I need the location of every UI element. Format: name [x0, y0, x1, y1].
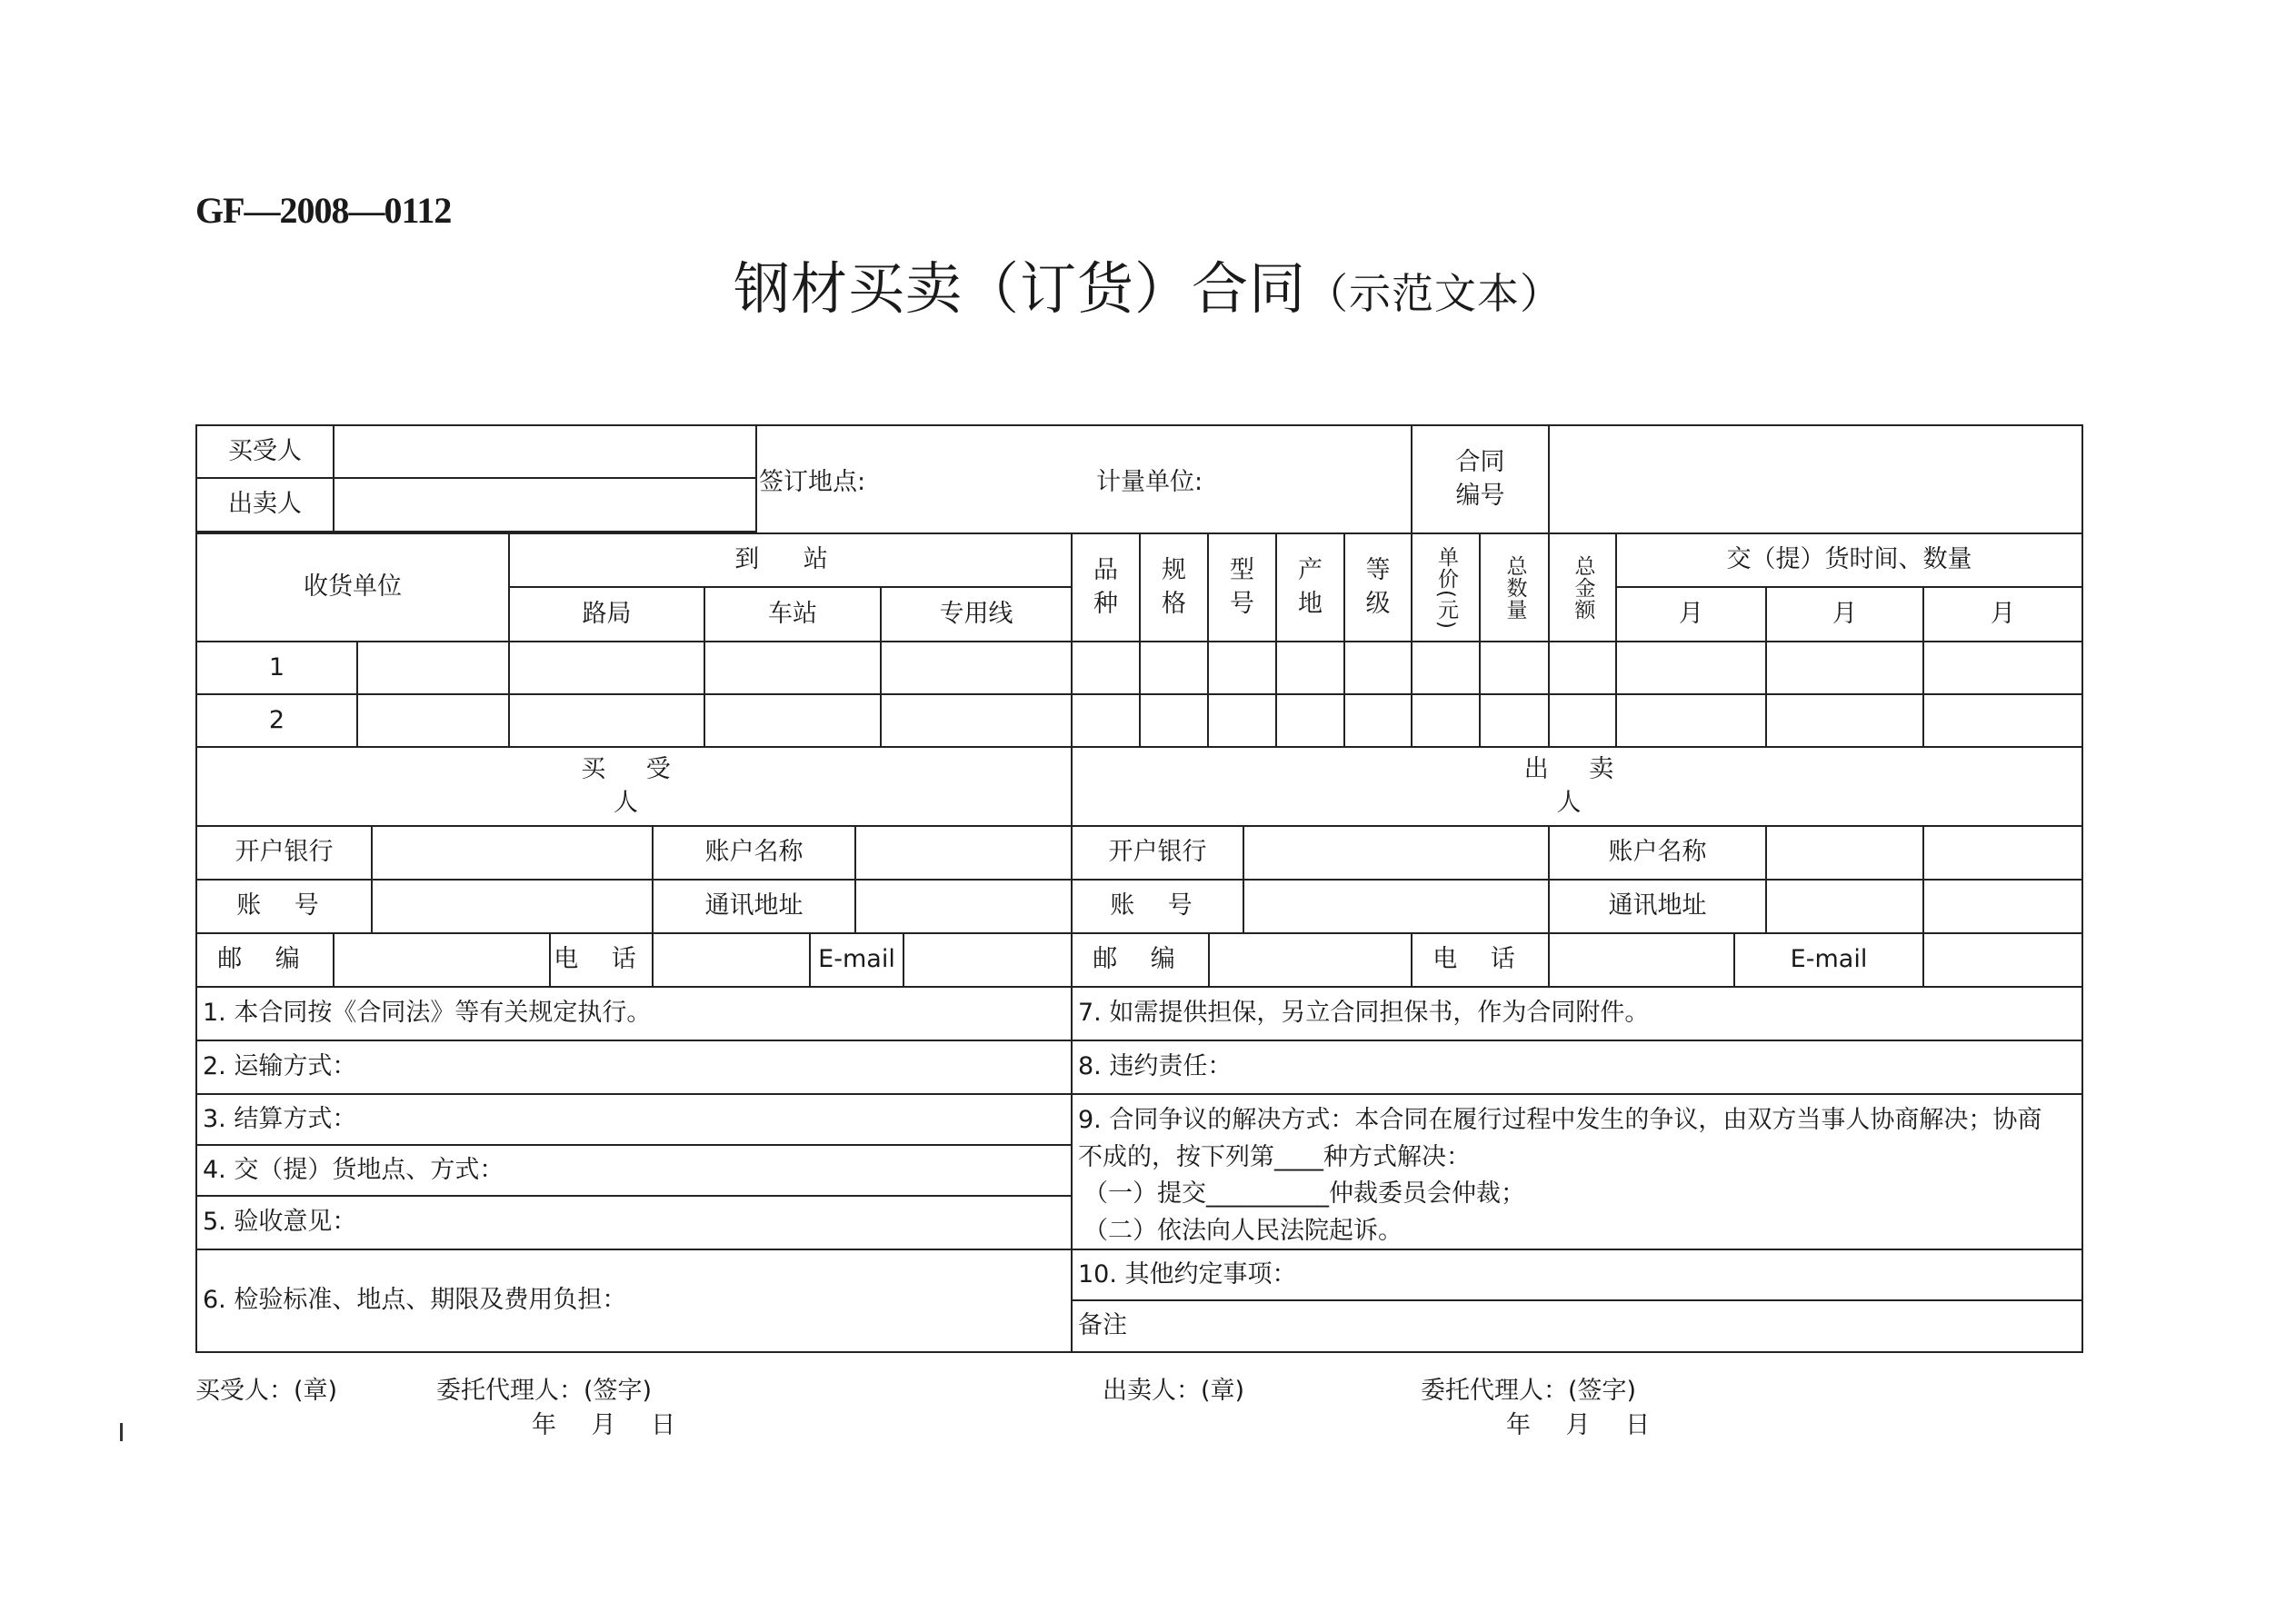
variety-label: 品 种 [1071, 532, 1141, 642]
unit-price-text: 单价(元) [1434, 545, 1459, 630]
buyer-address-field[interactable] [854, 879, 1073, 934]
station-label: 车站 [704, 586, 882, 642]
buyer-account-no-label: 账 号 [195, 879, 373, 934]
seller-header-text: 出 卖 人 [1523, 755, 1631, 817]
goods-row-cell[interactable] [1411, 641, 1481, 695]
grade-label: 等 级 [1343, 532, 1413, 642]
goods-row-cell[interactable] [356, 641, 510, 695]
buyer-bank-label: 开户银行 [195, 825, 373, 881]
goods-row-cell[interactable] [1071, 641, 1141, 695]
seller-phone-label: 电 话 [1411, 932, 1550, 988]
goods-row-cell[interactable] [508, 641, 705, 695]
goods-row-cell[interactable] [704, 641, 882, 695]
seller-address-field[interactable] [1765, 879, 1924, 934]
railway-bureau-label: 路局 [508, 586, 705, 642]
seller-bank-field[interactable] [1243, 825, 1550, 881]
seller-agent-label: 委托代理人：(签字) [1421, 1377, 1637, 1405]
seller-account-name-field[interactable] [1765, 825, 1924, 881]
model-label: 型 号 [1207, 532, 1277, 642]
seller-account-name-label: 账户名称 [1548, 825, 1767, 881]
document-code: GF—2008—0112 [195, 190, 452, 231]
goods-row-cell[interactable] [1922, 693, 2083, 748]
goods-row-cell[interactable] [1411, 693, 1481, 748]
buyer-phone-field[interactable] [652, 932, 811, 988]
seller-postcode-label: 邮 编 [1071, 932, 1210, 988]
term-6-inspection[interactable]: 6. 检验标准、地点、期限及费用负担： [195, 1249, 1073, 1353]
top-border-line [755, 424, 1413, 426]
goods-row-cell[interactable] [1207, 641, 1277, 695]
buyer-account-name-field[interactable] [854, 825, 1073, 881]
goods-row-cell[interactable] [1275, 641, 1345, 695]
seller-account-no-field[interactable] [1243, 879, 1550, 934]
buyer-address-label: 通讯地址 [652, 879, 856, 934]
seller-address-label: 通讯地址 [1548, 879, 1767, 934]
goods-row-number: 2 [195, 693, 358, 748]
seller-seal-label: 出卖人：(章) [1103, 1377, 1245, 1405]
receiver-label: 收货单位 [195, 532, 510, 642]
goods-row-number: 1 [195, 641, 358, 695]
month-label-1: 月 [1615, 586, 1767, 642]
buyer-agent-label: 委托代理人：(签字) [436, 1377, 653, 1405]
goods-row-cell[interactable] [356, 693, 510, 748]
total-quantity-label [1479, 532, 1550, 642]
term-9-line1: 9. 合同争议的解决方式：本合同在履行过程中发生的争议，由双方当事人协商解决；协商 [1078, 1106, 2042, 1134]
seller-email-label: E-mail [1733, 932, 1924, 988]
month-label-2: 月 [1765, 586, 1924, 642]
buyer-header-text: 买 受 人 [581, 755, 687, 817]
page-mark [120, 1423, 123, 1441]
sign-place-label: 签订地点: [759, 468, 866, 496]
goods-row-cell[interactable] [1479, 641, 1550, 695]
title-main: 钢材买卖（订货）合同 [733, 255, 1306, 322]
term-5-acceptance[interactable]: 5. 验收意见： [195, 1195, 1073, 1250]
seller-phone-field[interactable] [1548, 932, 1735, 988]
measure-unit-label: 计量单位: [1096, 468, 1203, 496]
document-title [0, 244, 2296, 324]
delivery-time-label: 交（提）货时间、数量 [1615, 532, 2083, 588]
seller-date-label: 年 月 日 [1506, 1411, 1651, 1439]
term-4-delivery[interactable]: 4. 交（提）货地点、方式： [195, 1144, 1073, 1197]
seller-bank-label: 开户银行 [1071, 825, 1244, 881]
goods-row-cell[interactable] [880, 693, 1073, 748]
seller-account-no-label: 账 号 [1071, 879, 1244, 934]
spec-label: 规 格 [1139, 532, 1209, 642]
buyer-name-field[interactable] [333, 424, 757, 479]
goods-row-cell[interactable] [880, 641, 1073, 695]
seller-name-field[interactable] [333, 477, 757, 532]
goods-row-cell[interactable] [1615, 693, 1767, 748]
origin-label: 产 地 [1275, 532, 1345, 642]
goods-row-cell[interactable] [508, 693, 705, 748]
goods-row-cell[interactable] [1139, 693, 1209, 748]
seller-postcode-field[interactable] [1208, 932, 1413, 988]
term-2-transport[interactable]: 2. 运输方式： [195, 1040, 1073, 1095]
goods-row-cell[interactable] [704, 693, 882, 748]
goods-row-cell[interactable] [1765, 641, 1924, 695]
term-3-settlement[interactable]: 3. 结算方式： [195, 1093, 1073, 1146]
buyer-account-name-label: 账户名称 [652, 825, 856, 881]
goods-row-cell[interactable] [1922, 641, 2083, 695]
buyer-bank-field[interactable] [371, 825, 654, 881]
buyer-section-header [195, 746, 1073, 827]
term-7-guarantee: 7. 如需提供担保，另立合同担保书，作为合同附件。 [1071, 986, 2083, 1041]
goods-row-cell[interactable] [1275, 693, 1345, 748]
goods-row-cell[interactable] [1615, 641, 1767, 695]
buyer-date-label: 年 月 日 [532, 1411, 676, 1439]
goods-row-cell[interactable] [1207, 693, 1277, 748]
term-8-liability[interactable]: 8. 违约责任： [1071, 1040, 2083, 1095]
seller-address-field-2[interactable] [1922, 879, 2083, 934]
remarks-field[interactable]: 备注 [1071, 1299, 2083, 1353]
contract-label-line1: 合同 [1455, 448, 1505, 477]
goods-row-cell[interactable] [1071, 693, 1141, 748]
buyer-seal-label: 买受人：(章) [195, 1377, 338, 1405]
buyer-email-label: E-mail [809, 932, 904, 988]
month-label-3: 月 [1922, 586, 2083, 642]
buyer-label: 买受人 [195, 424, 334, 479]
buyer-phone-label: 电 话 [549, 932, 654, 988]
term-10-other[interactable]: 10. 其他约定事项： [1071, 1249, 2083, 1301]
seller-label: 出卖人 [195, 477, 334, 532]
contract-number-field[interactable] [1548, 424, 2083, 534]
total-amount-text: 总金额 [1571, 554, 1595, 621]
goods-row-cell[interactable] [1343, 641, 1413, 695]
seller-section-header [1071, 746, 2083, 827]
goods-row-cell[interactable] [1479, 693, 1550, 748]
total-amount-label [1548, 532, 1617, 642]
total-quantity-text: 总数量 [1502, 554, 1527, 621]
buyer-email-field[interactable] [903, 932, 1073, 988]
seller-account-name-field-2[interactable] [1922, 825, 2083, 881]
goods-row-cell[interactable] [1343, 693, 1413, 748]
title-subtitle: （示范文本） [1306, 269, 1562, 318]
goods-row-cell[interactable] [1548, 693, 1617, 748]
goods-row-cell[interactable] [1139, 641, 1209, 695]
term-9-line4: （二）依法向人民法院起诉。 [1083, 1216, 1403, 1245]
contract-number-label [1411, 424, 1550, 534]
buyer-postcode-field[interactable] [333, 932, 551, 988]
unit-price-label [1411, 532, 1481, 642]
private-line-label: 专用线 [880, 586, 1073, 642]
goods-row-cell[interactable] [1765, 693, 1924, 748]
term-9-line2: 不成的，按下列第____种方式解决： [1078, 1142, 1471, 1171]
arrival-station-label: 到 站 [508, 532, 1073, 588]
goods-row-cell[interactable] [1548, 641, 1617, 695]
contract-label-line2: 编号 [1455, 481, 1505, 510]
term-1: 1. 本合同按《合同法》等有关规定执行。 [195, 986, 1073, 1041]
buyer-postcode-label: 邮 编 [195, 932, 334, 988]
seller-email-field[interactable] [1922, 932, 2083, 988]
term-9-dispute [1071, 1093, 2083, 1250]
term-9-line3: （一）提交__________仲裁委员会仲裁； [1083, 1179, 1525, 1208]
buyer-account-no-field[interactable] [371, 879, 654, 934]
